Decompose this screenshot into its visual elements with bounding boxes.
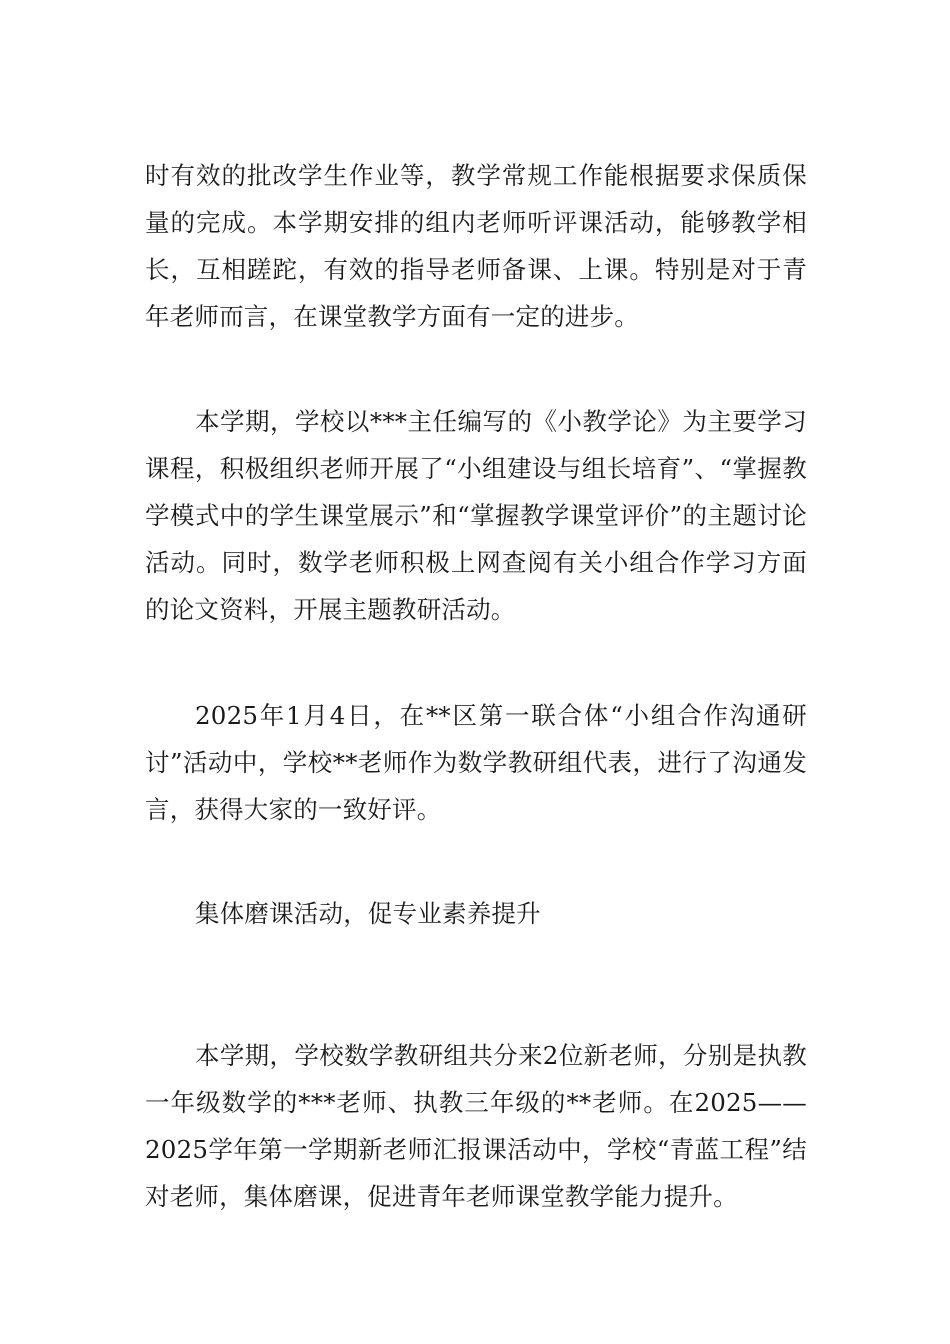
paragraph-continuation: 时有效的批改学生作业等，教学常规工作能根据要求保质保量的完成。本学期安排的组内老师听评课活动，能够教学相长，互相蹉跎，有效的指导老师备课、上课。特别是对于青年老师而言，在课堂教学方面有一定的进步。 <box>145 160 807 331</box>
paragraph-seminar-event: 2025年1月4日，在**区第一联合体“小组合作沟通研讨”活动中，学校**老师作为数学教研组代表，进行了沟通发言，获得大家的一致好评。 <box>145 700 807 824</box>
paragraph-new-teachers: 本学期，学校数学教研组共分来2位新老师，分别是执教一年级数学的***老师、执教三年级的**老师。在2025——2025学年第一学期新老师汇报课活动中，学校“青蓝工程”结对老师，集体磨课，促进青年老师课堂教学能力提升。 <box>145 1040 807 1211</box>
paragraph-study-course: 本学期，学校以***主任编写的《小教学论》为主要学习课程，积极组织老师开展了“小组建设与组长培育”、“掌握教学模式中的学生课堂展示”和“掌握教学课堂评价”的主题讨论活动。同时，数学老师积极上网查阅有关小组合作学习方面的论文资料，开展主题教研活动。 <box>145 406 807 624</box>
section-heading: 集体磨课活动，促专业素养提升 <box>195 898 541 928</box>
